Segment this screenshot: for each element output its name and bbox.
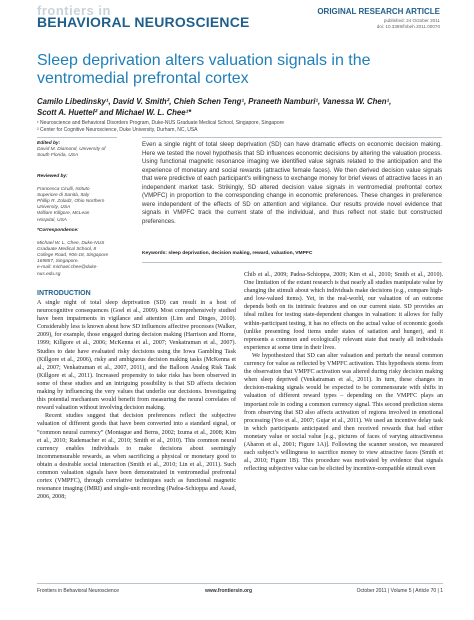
- edited-by-block: [37, 141, 109, 160]
- section-heading-introduction: INTRODUCTION: [37, 290, 91, 297]
- paragraph: We hypothesized that SD can alter valuation and perturb the neural common currency for value as reflected by VMPFC activation. This hypothesis stems from the observation that VMPFC activation was altered during risky decision making when sleep deprived (Venkatraman et al., 2011). In turn, these changes in decision-making signals would be expected to be commensurate with shifts in valuation of different reward types – depending on the VMPFC plays an important role in coding a common currency signal. This second prediction stems from observing that SD also affects activation of regions involved in emotional processing (Yoo et al., 2007; Gujar et al., 2011). We used an incentive delay task in which participants anticipated and then received rewards that had either monetary value or social value [e.g., pictures of faces of varying attractiveness (Aharon et al., 2001; Figure 1A)]. Following the scanner session, we measured each subject’s willingness to sacrifice money to view attractive faces (Smith et al., 2010; Figure 1B). This procedure was motivated by evidence that signals reflecting subjective value can be elicited by incentive-compatible stimuli even: [244, 352, 443, 473]
- keywords-divider: [142, 262, 442, 263]
- edited-by-heading: Edited by:: [37, 141, 61, 146]
- article-title: Sleep deprivation alters valuation signals in the ventromedial prefrontal cortex: [37, 52, 371, 87]
- keywords-list: sleep deprivation, decision making, reward, valuation, VMPFC: [168, 251, 313, 256]
- journal-brand-top: frontiers in: [37, 3, 111, 18]
- body-column-right: [244, 271, 443, 473]
- paragraph: Chib et al., 2009; Padoa-Schioppa, 2009; Kim et al., 2010; Smith et al., 2010). One limitation of the extant research is that nearly all studies manipulate value by changing the stimuli about which individuals make decisions (e.g., compare high- and low-valued items). Yet, in the real-world, our valuation of an outcome depends both on its intrinsic features and on our current state. SD provides an ideal milieu for testing state-dependent changes in valuation: it allows for fully within-participant testing, it has no effects on the actual value of economic goods (unlike presenting food items under states of satiation and hunger), and it represents a common and ecologically relevant state that nearly all individuals experience at some time in their lives.: [244, 272, 443, 351]
- edited-by-text: David M. Diamond, University of South Florida, USA: [37, 147, 106, 159]
- footer-journal: Frontiers in Behavioral Neuroscience: [37, 588, 119, 594]
- correspondence-block: [37, 222, 109, 284]
- body-column-left: [37, 299, 236, 501]
- keywords: [142, 251, 442, 256]
- correspondence-text: Michael W. L. Chee, Duke-NUS Graduate Medical School, 8 College Road, #06-18, Singapore 169857, Singapore. e-mail: michael.chee@duke-nus.edu.sg: [37, 240, 109, 277]
- reviewed-by-heading: Reviewed by:: [37, 174, 68, 180]
- authors-line-1: Camilo Libedinsky¹, David V. Smith², Chieh Schen Teng¹, Praneeth Namburi¹, Vanessa W. Chen¹,: [37, 97, 392, 106]
- article-type: ORIGINAL RESEARCH ARTICLE: [317, 7, 440, 16]
- journal-brand-name: BEHAVIORAL NEUROSCIENCE: [37, 14, 250, 30]
- correspondence-heading: *Correspondence:: [37, 228, 79, 234]
- affiliation-2: ² Center for Cognitive Neuroscience, Duke University, Durham, NC, USA: [37, 127, 198, 133]
- reviewed-by-block: [37, 168, 109, 230]
- published-date: published: 24 October 2011: [383, 18, 440, 23]
- abstract-divider: [142, 137, 442, 138]
- paragraph: Recent studies suggest that decision preferences reflect the subjective valuation of different goods that have been converted into a standard signal, or “common neural currency” (Montague and Berns, 2002; Izuma et al., 2008; Kim et al., 2010; Rademacher et al., 2010; Smith et al., 2010). This common neural currency enables individuals to make decisions about seemingly incommensurable rewards, as when sacrificing a physical or monetary good to obtain a desirable social interaction (Smith et al., 2010; Lin et al., 2011). Such common valuation signals have been demonstrated in ventromedial prefrontal cortex (VMPFC), through correlative techniques such as functional magnetic resonance imaging (fMRI) and single-unit recording (Padoa-Schioppa and Assad, 2006, 2008;: [37, 413, 236, 501]
- author-list: [37, 96, 447, 118]
- reviewed-by-text: Francesca Cirulli, Istituto Superiore di Sanità, Italy Phillip R. Zoladz, Ohio Northern University, USA William Killgore, McLean Hospital, USA: [37, 186, 105, 223]
- affiliation-1: ¹ Neuroscience and Behavioral Disorders Program, Duke-NUS Graduate Medical School, Singapore, Singapore: [37, 120, 285, 126]
- abstract: Even a single night of total sleep deprivation (SD) can have dramatic effects on economic decision making. Here we tested the novel hypothesis that SD influences economic decisions by altering the valuation process. Using functional magnetic resonance imaging we identified value signals related to the anticipation and the experience of monetary and social rewards (attractive female faces). We then derived decision value signals that were predictive of each participant's willingness to exchange money for brief views of attractive faces in an independent market task. Strikingly, SD altered decision value signals in ventromedial prefrontal cortex (VMPFC) in proportion to the corresponding change in economic preferences. These changes in preference were independent of the effects of SD on attention and vigilance. Our results provide novel evidence that signals in VMPFC track the current state of the individual, and thus reflect not static but constructed preferences.: [142, 141, 442, 225]
- footer-citation: October 2011 | Volume 5 | Article 70 | 1: [356, 588, 443, 594]
- doi[interactable]: doi: 10.3389/fnbeh.2011.00070: [376, 24, 440, 29]
- footer-divider: [37, 583, 443, 584]
- keywords-label: Keywords:: [142, 251, 168, 256]
- footer-website[interactable]: www.frontiersin.org: [205, 588, 253, 594]
- authors-line-2: Scott A. Huettel² and Michael W. L. Chee¹*: [37, 108, 192, 117]
- paragraph: A single night of total sleep deprivation (SD) can result in a host of neurocognitive consequences (Goel et al., 2009). Most comprehensively studied have been impairments in vigilance and attention (Lim and Dinges, 2010). Considerably less is known about how SD influences affective processes (Walker, 2009), for example, those engaged during decision making (Harrison and Horne, 1999; Killgore et al., 2006; McKenna et al., 2007; Venkatraman et al., 2007). Studies to date have evaluated risky decisions using the Iowa Gambling Task (Killgore et al., 2006), risky and ambiguous decision making tasks (McKenna et al., 2007; Venkatraman et al., 2007, 2011), and the Balloon Analog Risk Task (Killgore et al., 2011). Increased propensity to take risks has been observed in some of these studies and an intriguing possibility is that SD affects decision making by influencing the very values that underlie our decisions. Investigating this potential mechanism would benefit from measuring the neural correlates of reward valuation without involving decision making.: [37, 300, 236, 412]
- sidebar-divider: [37, 137, 117, 138]
